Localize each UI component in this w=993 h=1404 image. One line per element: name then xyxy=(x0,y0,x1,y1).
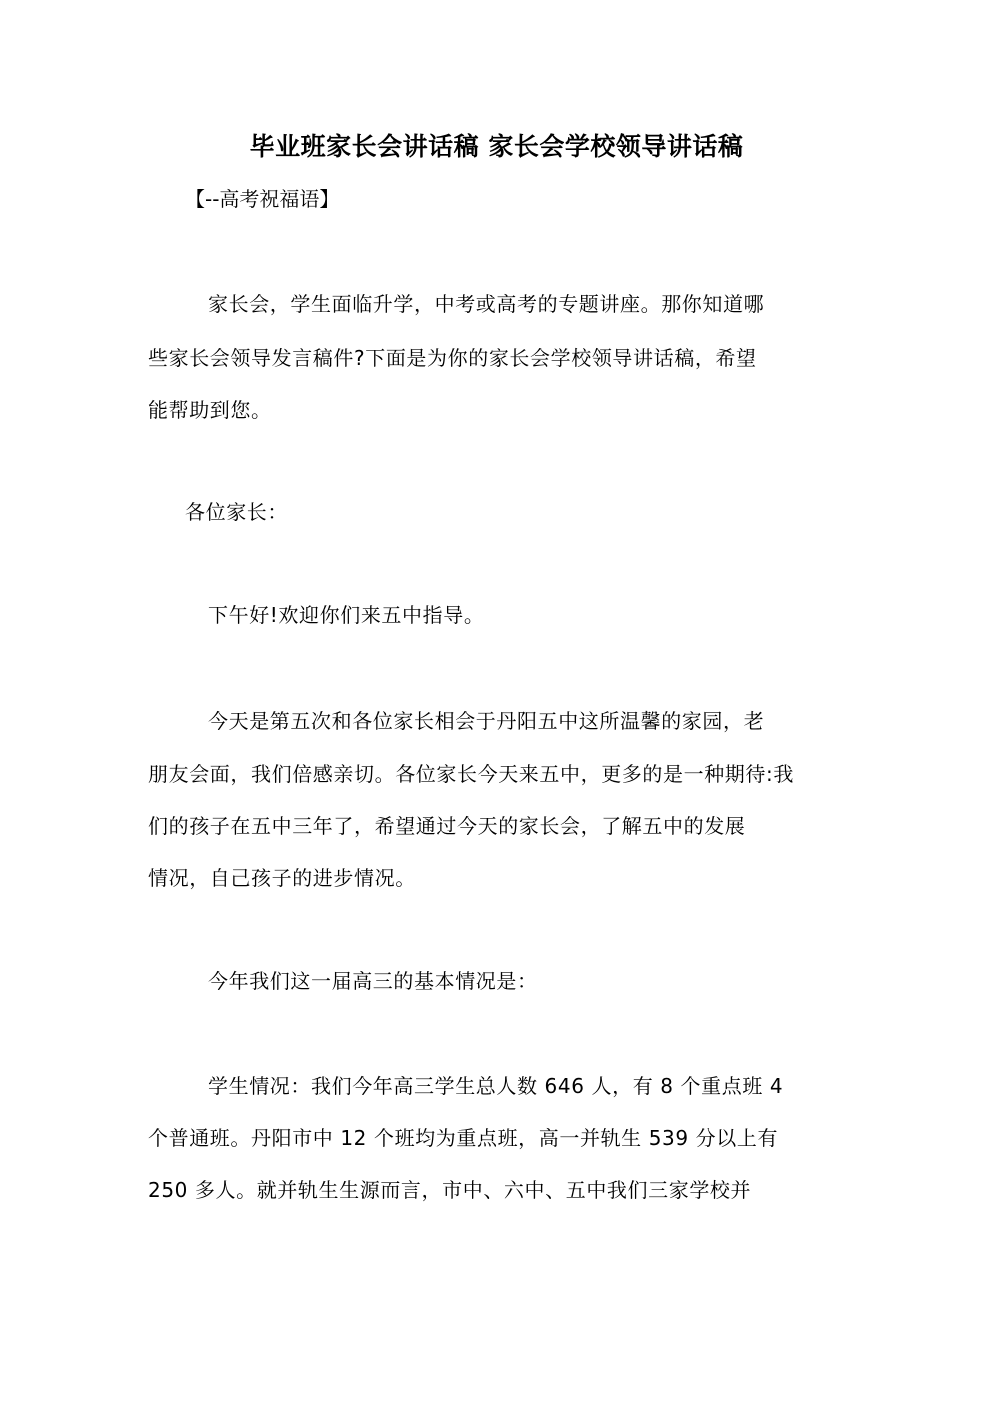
paragraph-welcome-line-4: 情况，自己孩子的进步情况。 xyxy=(148,866,416,890)
paragraph-welcome-line-1: 今天是第五次和各位家长相会于丹阳五中这所温馨的家园，老 xyxy=(208,709,765,733)
greeting: 下午好!欢迎你们来五中指导。 xyxy=(208,603,485,627)
salutation: 各位家长： xyxy=(185,500,288,524)
paragraph-overview-heading: 今年我们这一届高三的基本情况是： xyxy=(208,969,538,993)
document-tag: 【--高考祝福语】 xyxy=(185,187,340,211)
document-title: 毕业班家长会讲话稿 家长会学校领导讲话稿 xyxy=(249,132,744,161)
intro-paragraph-line-1: 家长会，学生面临升学，中考或高考的专题讲座。那你知道哪 xyxy=(208,292,765,316)
paragraph-welcome-line-3: 们的孩子在五中三年了，希望通过今天的家长会，了解五中的发展 xyxy=(148,814,746,838)
intro-paragraph-line-3: 能帮助到您。 xyxy=(148,398,272,422)
paragraph-students-line-2: 个普通班。丹阳市中 12 个班均为重点班，高一并轨生 539 分以上有 xyxy=(148,1126,779,1150)
paragraph-welcome-line-2: 朋友会面，我们倍感亲切。各位家长今天来五中，更多的是一种期待:我 xyxy=(148,762,794,786)
paragraph-students-line-1: 学生情况：我们今年高三学生总人数 646 人，有 8 个重点班 4 xyxy=(208,1074,784,1098)
intro-paragraph-line-2: 些家长会领导发言稿件?下面是为你的家长会学校领导讲话稿，希望 xyxy=(148,346,757,370)
paragraph-students-line-3: 250 多人。就并轨生生源而言，市中、六中、五中我们三家学校并 xyxy=(148,1178,752,1202)
